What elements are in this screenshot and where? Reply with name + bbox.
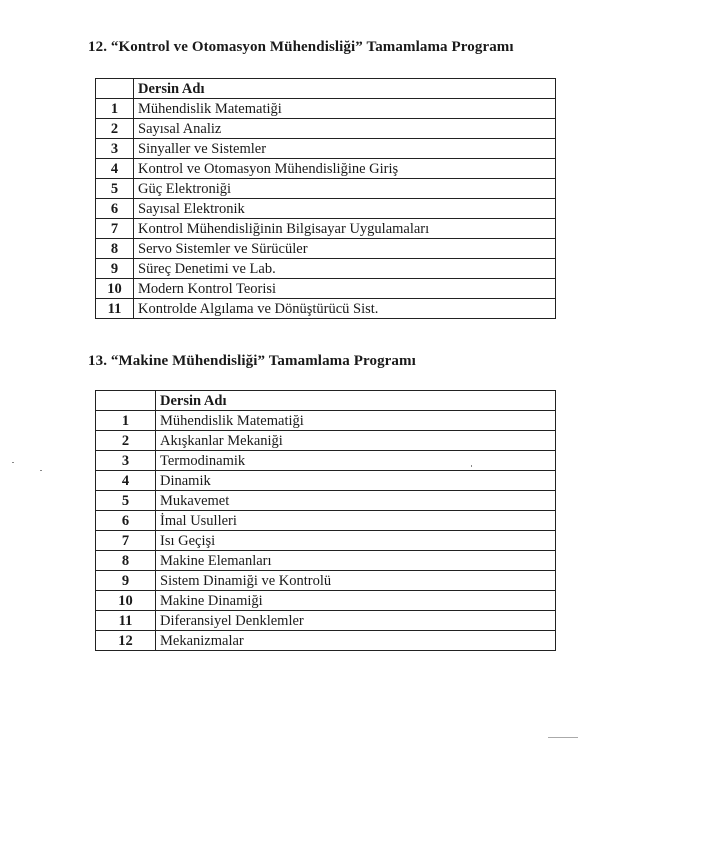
table-row (96, 491, 556, 511)
course-name: Güç Elektroniği (134, 179, 556, 199)
course-number: 2 (96, 431, 156, 451)
course-number: 5 (96, 491, 156, 511)
course-name: Servo Sistemler ve Sürücüler (134, 239, 556, 259)
course-number: 2 (96, 119, 134, 139)
table-row (96, 239, 556, 259)
course-number: 11 (96, 299, 134, 319)
scan-speck (471, 465, 472, 467)
table-row (96, 119, 556, 139)
course-table-makine (95, 390, 556, 651)
course-name-header: Dersin Adı (156, 391, 556, 411)
table-row (96, 591, 556, 611)
course-name: Termodinamik (156, 451, 556, 471)
course-name: Diferansiyel Denklemler (156, 611, 556, 631)
course-table-body (96, 411, 556, 651)
course-name: Akışkanlar Mekaniği (156, 431, 556, 451)
course-name: Sistem Dinamiği ve Kontrolü (156, 571, 556, 591)
section-title-kontrol: 12. “Kontrol ve Otomasyon Mühendisliği” Tamamlama Programı (88, 39, 514, 55)
course-name: Kontrolde Algılama ve Dönüştürücü Sist. (134, 299, 556, 319)
course-name: İmal Usulleri (156, 511, 556, 531)
table-row (96, 571, 556, 591)
course-number: 4 (96, 159, 134, 179)
course-number: 7 (96, 531, 156, 551)
course-number: 12 (96, 631, 156, 651)
course-number: 1 (96, 99, 134, 119)
course-number: 8 (96, 239, 134, 259)
course-number: 9 (96, 259, 134, 279)
course-name: Sinyaller ve Sistemler (134, 139, 556, 159)
table-row (96, 299, 556, 319)
table-row (96, 179, 556, 199)
course-name: Modern Kontrol Teorisi (134, 279, 556, 299)
course-number: 3 (96, 451, 156, 471)
course-number: 8 (96, 551, 156, 571)
course-name: Kontrol ve Otomasyon Mühendisliğine Giriş (134, 159, 556, 179)
table-row (96, 139, 556, 159)
course-name: Sayısal Elektronik (134, 199, 556, 219)
course-number: 1 (96, 411, 156, 431)
course-number: 7 (96, 219, 134, 239)
table-header-row (96, 391, 556, 411)
course-name: Isı Geçişi (156, 531, 556, 551)
table-row (96, 551, 556, 571)
course-name: Süreç Denetimi ve Lab. (134, 259, 556, 279)
course-name: Mukavemet (156, 491, 556, 511)
course-name: Mekanizmalar (156, 631, 556, 651)
table-row (96, 531, 556, 551)
table-row (96, 431, 556, 451)
table-row (96, 99, 556, 119)
scan-speck (12, 462, 14, 463)
course-number: 9 (96, 571, 156, 591)
scan-speck (548, 737, 578, 738)
table-row (96, 451, 556, 471)
table-row (96, 471, 556, 491)
course-name: Mühendislik Matematiği (156, 411, 556, 431)
table-row (96, 411, 556, 431)
table-row (96, 611, 556, 631)
course-name: Mühendislik Matematiği (134, 99, 556, 119)
number-header (96, 79, 134, 99)
course-name: Makine Elemanları (156, 551, 556, 571)
course-number: 10 (96, 279, 134, 299)
table-row (96, 279, 556, 299)
table-row (96, 631, 556, 651)
course-name: Dinamik (156, 471, 556, 491)
course-name: Makine Dinamiği (156, 591, 556, 611)
course-table-body (96, 99, 556, 319)
table-row (96, 159, 556, 179)
course-number: 4 (96, 471, 156, 491)
course-number: 3 (96, 139, 134, 159)
number-header (96, 391, 156, 411)
course-name-header: Dersin Adı (134, 79, 556, 99)
table-row (96, 199, 556, 219)
course-name: Kontrol Mühendisliğinin Bilgisayar Uygulamaları (134, 219, 556, 239)
course-number: 11 (96, 611, 156, 631)
table-row (96, 219, 556, 239)
course-number: 10 (96, 591, 156, 611)
table-header-row (96, 79, 556, 99)
course-number: 5 (96, 179, 134, 199)
table-row (96, 511, 556, 531)
course-number: 6 (96, 199, 134, 219)
section-title-makine: 13. “Makine Mühendisliği” Tamamlama Programı (88, 353, 416, 369)
table-row (96, 259, 556, 279)
course-name: Sayısal Analiz (134, 119, 556, 139)
scan-speck (40, 470, 42, 471)
course-number: 6 (96, 511, 156, 531)
course-table-kontrol (95, 78, 556, 319)
